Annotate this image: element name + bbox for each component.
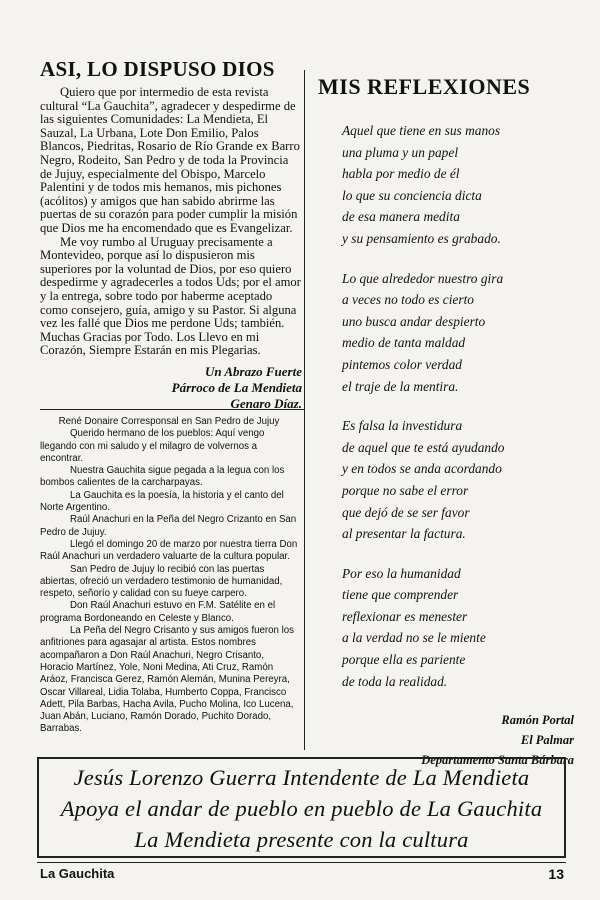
article-title: MIS REFLEXIONES xyxy=(318,74,531,99)
article-mis-reflexiones xyxy=(318,74,574,770)
poem-verse: Es falsa la investidura xyxy=(342,418,463,434)
signature-line: Ramón Portal xyxy=(501,713,574,728)
poem-verse: uno busca andar despierto xyxy=(342,313,486,329)
poem-verse: que dejó de se ser favor xyxy=(342,504,470,520)
banner-line: Jesús Lorenzo Guerra Intendente de La Mendieta xyxy=(73,765,530,790)
article-signature xyxy=(40,364,302,412)
poem-verse: porque ella es pariente xyxy=(342,652,466,668)
poem-verse: habla por medio de él xyxy=(342,166,460,182)
poem-verse: el traje de la mentira. xyxy=(342,378,459,394)
poem-verse: a veces no todo es cierto xyxy=(342,292,475,308)
page-number: 13 xyxy=(548,866,564,882)
news-byline: René Donaire Corresponsal en San Pedro de Jujuy xyxy=(58,416,280,427)
news-paragraph: Nuestra Gauchita sigue pegada a la legua con los bombos calientes de la carcharpayas. xyxy=(40,465,285,489)
news-paragraph: La Gauchita es la poesía, la historia y el canto del Norte Argentino. xyxy=(40,489,284,514)
signature-line: Genaro Díaz. xyxy=(230,395,302,411)
news-paragraph: Don Raúl Anachuri estuvo en F.M. Satélite en el programa Bordoneando en Celeste y Blanco. xyxy=(40,600,276,624)
article-title: ASI, LO DISPUSO DIOS xyxy=(40,57,275,81)
poem-verse: Lo que alrededor nuestro gira xyxy=(342,270,504,286)
banner-line: La Mendieta presente con la cultura xyxy=(134,827,469,852)
poem-verse: medio de tanta maldad xyxy=(342,335,466,351)
poem-verse: reflexionar es menester xyxy=(342,608,468,624)
poem-stanza xyxy=(342,415,574,545)
poem-verse: porque no sabe el error xyxy=(342,482,469,498)
poem-verse: una pluma y un papel xyxy=(342,144,459,160)
poem-verse: y su pensamiento es grabado. xyxy=(342,230,501,246)
signature-line: El Palmar xyxy=(520,733,574,748)
article-asi-lo-dispuso-dios xyxy=(40,58,302,412)
sponsor-banner xyxy=(37,757,566,858)
poem-stanza xyxy=(342,563,574,693)
signature-line: Departamento Santa Bárbara xyxy=(421,753,574,768)
poem-verse: lo que su conciencia dicta xyxy=(342,187,482,203)
news-paragraph: Raúl Anachuri en la Peña del Negro Crizanto en San Pedro de Jujuy. xyxy=(40,514,297,538)
news-column xyxy=(40,416,298,736)
poem-verse: de toda la realidad. xyxy=(342,673,448,689)
poem-verse: de esa manera medita xyxy=(342,209,460,225)
news-paragraph: La Peña del Negro Crisanto y sus amigos fueron los anfitriones para agasajar al artista. Estos nombres acompañaron a Don Raúl Anachuri, Negro Crisanto, Horacio Martínez, Yole, Noni Medina, Ati Cruz, Ramón Aráoz, Francisca Gerez, Ramón Alemán, Munina Pereyra, Oscar Villareal, Lidia Tolaba, Humberto Coppa, Francisco Adett, Pila Barbas, Hacha Avila, Pucho Molina, Ico Lucena, Juan Abán, Luciano, Ramón Dorado, Puchito Dorado, Barrabas. xyxy=(40,625,295,735)
column-divider xyxy=(304,70,305,750)
article-paragraph: Quiero que por intermedio de esta revista cultural “La Gauchita”, agradecer y despedirme de las siguientes Comunidades: La Mendieta, El Sauzal, La Urbana, Lote Don Emilio, Palos Blancos, Piedritas, Rosario de Río Grande ex Barro Negro, Rodeito, San Pedro y de toda la Provincia de Jujuy, especialmente del Obispo, Marcelo Palentini y de todos mis hemanos, mis pichones (acólitos) y amigos que han sabido abrirme las puertas de su corazón para poder cumplir la misión que Dios me ha encomendado que es Evangelizar. xyxy=(40,85,300,235)
section-divider xyxy=(40,409,304,410)
news-paragraph: San Pedro de Jujuy lo recibió con las puertas abiertas, ofreció un verdadero testimonio de humanidad, respeto, señorío y calidad con su fueye carpero. xyxy=(40,563,283,600)
poem-verse: de aquel que te está ayudando xyxy=(342,439,505,455)
poem-verse: Por eso la humanidad xyxy=(342,565,461,581)
poem-verse: tiene que comprender xyxy=(342,587,459,603)
signature-line: Un Abrazo Fuerte xyxy=(204,363,302,379)
news-paragraph: Llegó el domingo 20 de marzo por nuestra tierra Don Raúl Anachuri un verdadero valuarte de la cultura popular. xyxy=(40,538,298,563)
signature-line: Párroco de La Mendieta xyxy=(171,379,302,395)
poem-verse: Aquel que tiene en sus manos xyxy=(342,123,501,138)
poem-stanza xyxy=(342,120,574,250)
poem-verse: pintemos color verdad xyxy=(342,356,462,372)
article-paragraph: Me voy rumbo al Uruguay precisamente a Montevideo, porque así lo dispusieron mis superiores por la voluntad de Dios, por eso quiero despedirme y agradecerles a todos Uds; por el amor y la entrega, sobre todo por haberme aceptado como consejero, guía, amigo y su Pastor. Si alguna vez les fallé que Dios me perdone Uds; también. Muchas Gracias por Todo. Los Llevo en mi Corazón, Siempre Estarán en mis Plegarias. xyxy=(40,234,301,358)
news-paragraph: Querido hermano de los pueblos: Aquí vengo llegando con mi saludo y el milagro de volvernos a encontrar. xyxy=(40,428,265,464)
footer-rule xyxy=(37,862,566,863)
footer-publication-name: La Gauchita xyxy=(40,866,115,881)
poem-verse: y en todos se anda acordando xyxy=(342,461,502,477)
poem-verse: al presentar la factura. xyxy=(342,526,466,542)
banner-line: Apoya el andar de pueblo en pueblo de La Gauchita xyxy=(60,796,543,821)
poem-verse: a la verdad no se le miente xyxy=(342,630,486,646)
poem-stanza xyxy=(342,268,574,398)
